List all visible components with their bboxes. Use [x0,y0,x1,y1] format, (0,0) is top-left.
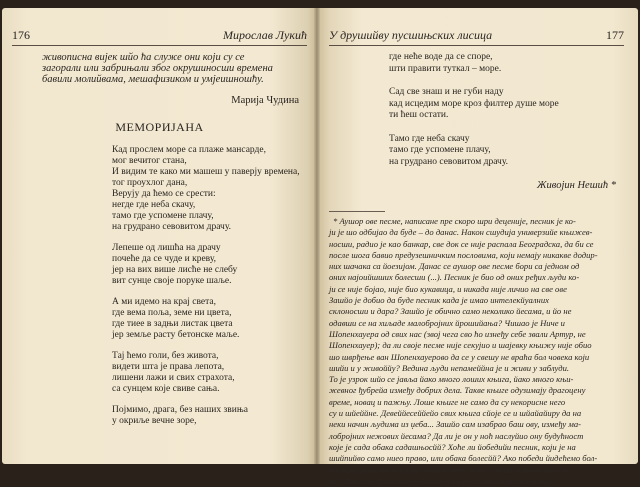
poet-signature: Живојин Нешић * [536,180,616,191]
verse-line: Лепеше од лишћа на драчу [112,243,221,253]
footnote-line: које је сада обака садашњосйй? Хоће ли йобедийи песник, који је на [329,441,576,452]
footnote-line: после шога бавио предузешничким пословима, који немају никакве додир- [329,249,598,260]
verse-line: видети шта је права лепота, [112,362,225,372]
right-running-title: У друшийву пусшињских лисица [329,28,493,42]
verse-line: у окриље вечне зоре, [112,416,197,426]
footnote-line: Шопенхауера од свих нас (звој чега сво ћо изнеђу себе звали Артур, не [329,328,586,339]
verse-line: тамо где успомене плачу, [112,211,214,221]
footnote-line: То је узрок шйо се јавља йако много лоших књига, йако много књи- [329,374,574,385]
footnote [329,216,624,487]
footnote-line: ји се није бојао, није био кукавица, и никада није личио на све ове [329,283,567,294]
verse-line: Верују да ћемо се срести: [112,189,216,199]
verse-line: шти правити туткал – море. [389,63,502,74]
verse-line: Појмимо, драга, без наших звиња [112,405,248,415]
left-page [2,8,317,464]
footnote-line: ји је шо одбијао да буде – до данас. Након сшудија универзийе књижев- [329,227,593,238]
verse-line: негде где неба скачу, [112,200,196,210]
stanza [112,297,307,341]
stanza [112,351,307,395]
verse-line: на грудрано севовитом драчу. [112,222,232,232]
verse-line: јер на вих више лисће не слебу [112,265,238,275]
left-running-title: Мирослав Лукић [223,28,307,42]
footnote-line: су и шйеййне. Девеййесеййейо свих књига сйоје се и шйайайиру да на [329,408,582,419]
footnote-rule [329,211,385,212]
footnote-line: време, новац и пажњу. Лоше књиге не само да су некорисне него [329,396,566,407]
verse-line: вит сунце своје поруке шаље. [112,276,232,286]
poem-title: МЕМОРИЈАНА [115,120,204,134]
epigraph-line: живописна вијек шйо ћа служе они који су се [42,52,245,63]
verse-line: почеће да се чуде и креву, [112,254,217,264]
left-page-number: 176 [12,28,30,42]
verse-line: тамо где успомене плачу, [389,145,491,155]
footnote-line: Шопенхауер); да ли своје песме није секујио и шајевку књижу није обио [329,340,592,351]
left-running-head [12,28,307,46]
verse-line: лишени лажи и свих страхота, [112,373,235,383]
verse-line: где тиее в задњи листак цвета [112,319,233,329]
stanza [389,87,624,122]
verse-line: на грудрано севовитом драчу. [389,156,509,167]
stanza [112,405,307,427]
footnote-line: ке... Послија йрейзнам судбине, и он је вечан... и неизбежан.. [329,475,551,486]
verse-line: тог проухлог дана, [112,178,188,188]
right-page [317,8,638,486]
footnote-line: ба, биће јрош од нас који зујев долазе. Куда? Тамо куда нејдна бес- [329,464,574,475]
right-page-number: 177 [606,28,624,42]
footnote-line: шо шврђење ван Шопенхауерово да се у свешу не враћа бол човека који [329,351,590,362]
verse-line: Тамо где неба скачу [389,133,470,144]
epigraph-line: загорали или забрињали због окрушиносши времена [42,63,273,74]
footnote-line: них шачака са йоезијом. Данас се аушор ове песме бори са једном од [329,261,580,272]
verse-line: кад исцедим море кроз филтер душе море [389,98,559,109]
verse-line: ти ћеш остати. [389,110,449,120]
verse-line: Кад прослем море са плаже мансарде, [112,145,266,155]
verse-line: где неће воде да се споре, [389,52,493,62]
footnote-line: шийи и у живоййу? Ведина људи непамеййна је и живи у заблуди. [329,362,570,373]
verse-line: јер земље расту бетонске маље. [112,330,240,340]
stanza [112,145,307,233]
verse-line: Тај ћемо голи, без живота, [112,351,219,361]
stanza [389,52,624,75]
verse-line: Сад све знаш и не губи наду [389,87,504,97]
verse-line: где вема поља, земе ни цвета, [112,308,232,318]
stanza [389,134,624,169]
epigraph-author: Марија Чудина [231,95,299,106]
stanza [112,243,307,287]
footnote-line: склоносши и дара? Зашйо је обично само неколико йесама, и йо не [329,306,572,317]
book-gutter [314,8,320,464]
footnote-line: * Аушор ове песме, написане пре скоро шри деценије, песник је ко- [333,216,576,226]
verse-line: мог вечитог стана, [112,156,187,166]
footnote-line: оних најоийшших болесши (...). Песник је био од оних ређих људи ко- [329,272,580,283]
footnote-line: лобројних нежових йесама? Да ли је он у ноћ наслуйио ону будућност [329,430,584,441]
footnote-line: одавши се на хиљаде малобројних йрошийања? Чишао је Ниче и [329,317,565,328]
verse-line: А ми идемо на крај света, [112,297,216,307]
right-running-head [329,28,624,46]
verse-line: са сунцем које свиве сања. [112,384,220,394]
footnote-line: шийпийво само ниео право, или обака болесйй? Ако победи йидећемо бол- [329,453,598,464]
footnote-line: жевног ђубрейа између добрих дела. Такве књиге одузимају драгоцену [329,385,586,396]
verse-line: И видим те како ми машеш у паверју времена, [112,167,300,177]
footnote-line: Зашйо је добио да буде песник када је имао интелекйуалних [329,295,549,306]
footnote-line: неки начин људима из џеба... Зашйо сам изабрао баш ову, између ма- [329,419,582,430]
footnote-line: носши, радио је као банкар, све док се није распала Београдска, да би се [329,238,594,249]
epigraph-line: бавили молийвама, мешафизиком и умјеишношћу. [42,74,264,85]
epigraph [12,52,307,85]
